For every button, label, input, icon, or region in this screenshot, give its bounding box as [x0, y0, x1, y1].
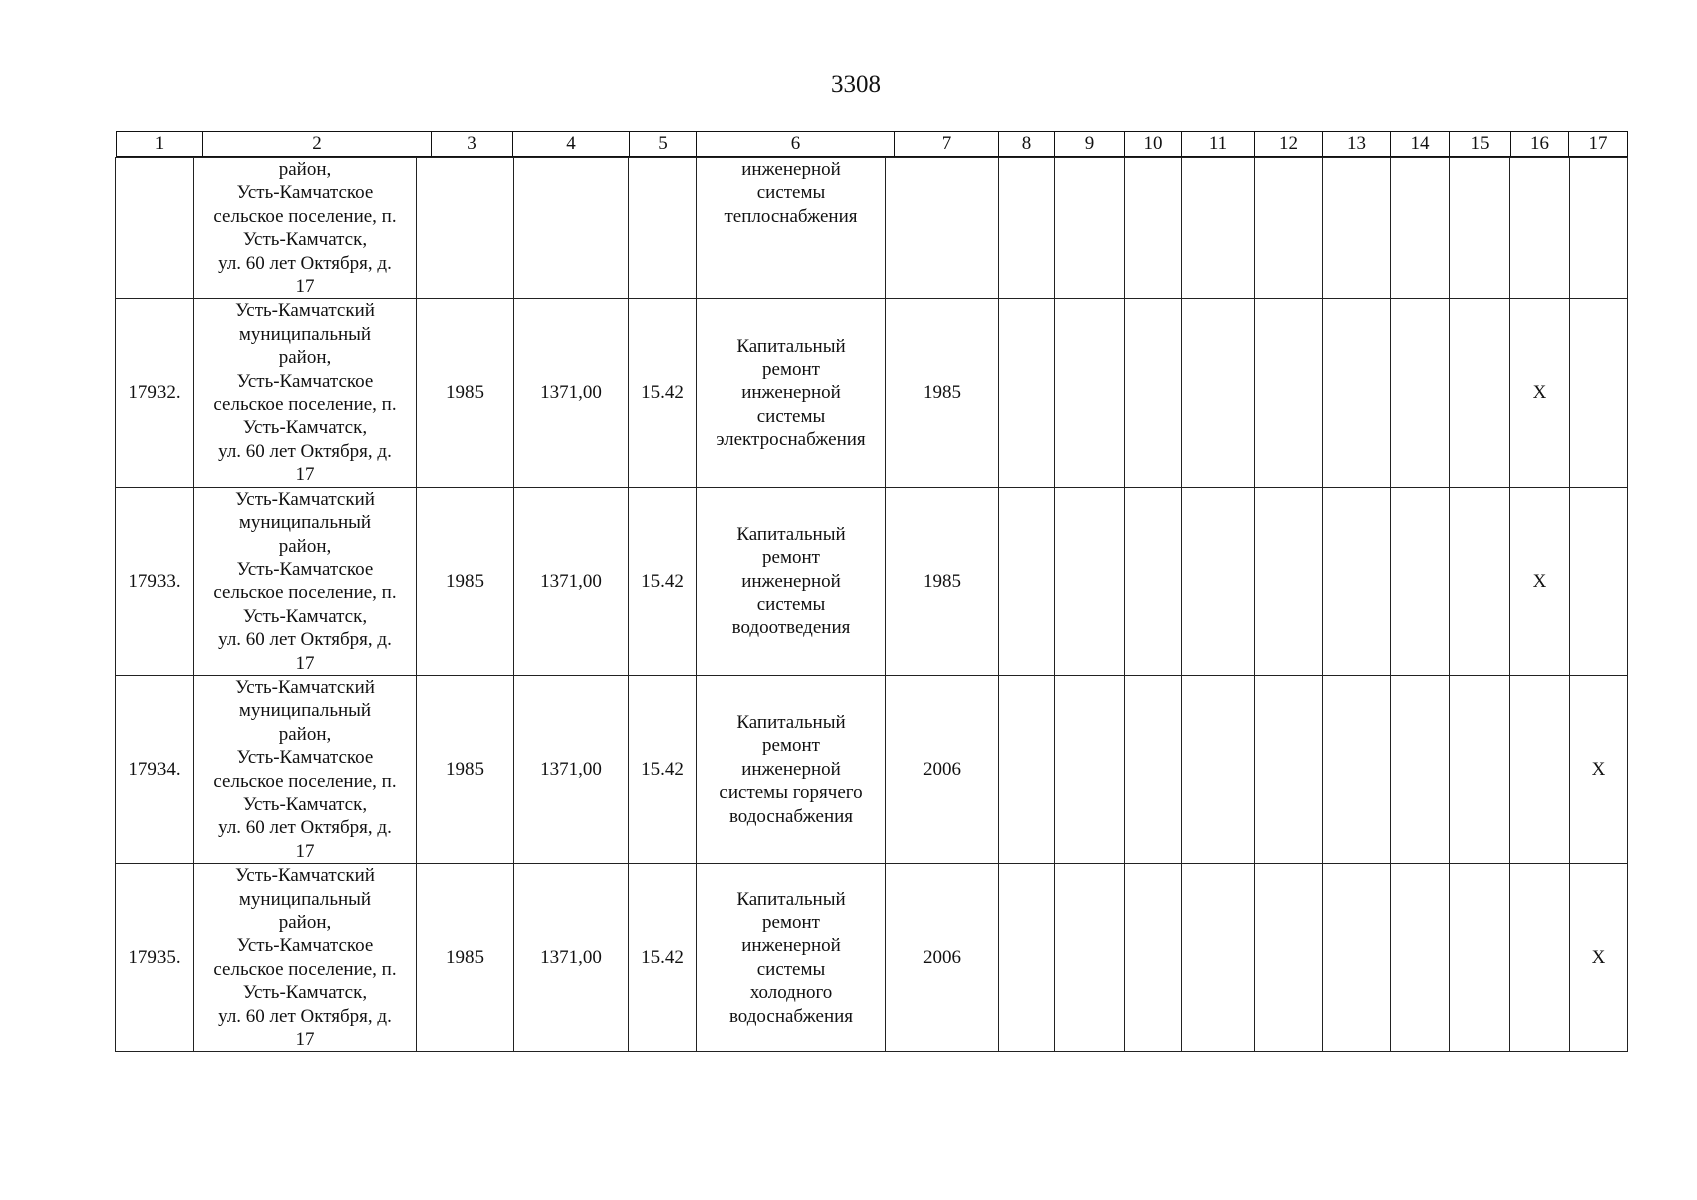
work-line: ремонт	[762, 735, 820, 757]
page-number: 3308	[831, 71, 881, 98]
address-line: район,	[278, 535, 332, 557]
empty-cell	[1055, 675, 1125, 863]
mark-16-cell	[1510, 158, 1570, 299]
work-description-cell	[697, 864, 886, 1052]
empty-cell	[1182, 864, 1255, 1052]
address-line: Усть-Камчатск,	[242, 793, 368, 815]
address-line: Усть-Камчатск,	[242, 229, 368, 251]
work-line: ремонт	[762, 547, 820, 569]
empty-cell	[999, 675, 1055, 863]
empty-cell	[1125, 864, 1182, 1052]
column-header: 2	[203, 132, 432, 157]
mark-17-cell	[1570, 487, 1628, 675]
work-description-cell	[697, 487, 886, 675]
address-line: Усть-Камчатск,	[242, 605, 368, 627]
work-line: системы горячего	[719, 782, 863, 804]
mark-16-cell: X	[1510, 487, 1570, 675]
empty-cell	[999, 158, 1055, 299]
empty-cell	[1391, 158, 1450, 299]
work-line: системы	[756, 594, 826, 616]
mark-17-cell	[1570, 158, 1628, 299]
year-built-cell	[417, 158, 514, 299]
column-header: 5	[630, 132, 697, 157]
empty-cell	[1055, 864, 1125, 1052]
column-header: 10	[1125, 132, 1182, 157]
mark-17-cell: X	[1570, 675, 1628, 863]
address-line: Усть-Камчатское	[236, 182, 374, 204]
work-line: холодного	[749, 982, 833, 1004]
code-cell: 15.42	[629, 487, 697, 675]
empty-cell	[1391, 864, 1450, 1052]
empty-cell	[1255, 487, 1323, 675]
year-repair-cell: 1985	[886, 487, 999, 675]
address-line: район,	[278, 723, 332, 745]
address-line: сельское поселение, п.	[213, 582, 397, 604]
mark-17-cell	[1570, 299, 1628, 487]
empty-cell	[1323, 675, 1391, 863]
address-line: ул. 60 лет Октября, д.	[218, 817, 392, 839]
empty-cell	[1125, 158, 1182, 299]
address-line: Усть-Камчатское	[236, 935, 374, 957]
empty-cell	[1323, 864, 1391, 1052]
area-cell	[514, 158, 629, 299]
column-header: 11	[1182, 132, 1255, 157]
area-cell: 1371,00	[514, 675, 629, 863]
empty-cell	[1323, 487, 1391, 675]
mark-17-cell: X	[1570, 864, 1628, 1052]
address-line: Усть-Камчатский	[235, 488, 375, 510]
address-line: муниципальный	[238, 888, 372, 910]
row-number-cell	[116, 158, 194, 299]
column-header: 4	[513, 132, 630, 157]
address-line: Усть-Камчатский	[235, 865, 375, 887]
header-row	[117, 132, 1628, 157]
table-row	[116, 487, 1628, 675]
column-header: 9	[1055, 132, 1125, 157]
column-header: 12	[1255, 132, 1323, 157]
work-line: водоснабжения	[728, 1005, 854, 1027]
mark-16-cell	[1510, 864, 1570, 1052]
address-line: район,	[278, 347, 332, 369]
year-repair-cell	[886, 158, 999, 299]
address-line: сельское поселение, п.	[213, 770, 397, 792]
table-row	[116, 864, 1628, 1052]
empty-cell	[1255, 864, 1323, 1052]
work-line: ремонт	[762, 912, 820, 933]
year-built-cell: 1985	[417, 675, 514, 863]
address-cell	[194, 675, 417, 863]
area-cell: 1371,00	[514, 299, 629, 487]
work-description-cell	[697, 675, 886, 863]
empty-cell	[999, 487, 1055, 675]
empty-cell	[999, 299, 1055, 487]
column-header: 8	[999, 132, 1055, 157]
empty-cell	[1323, 299, 1391, 487]
work-description-cell	[697, 299, 886, 487]
work-line: Капитальный	[736, 335, 846, 357]
work-line: инженерной	[741, 382, 841, 404]
row-number-cell: 17934.	[116, 675, 194, 863]
column-number-header	[116, 131, 1628, 157]
empty-cell	[1391, 487, 1450, 675]
table-row-continued	[116, 158, 1628, 299]
address-line: Усть-Камчатское	[236, 747, 374, 769]
address-line: 17	[295, 652, 315, 674]
mark-16-cell: X	[1510, 299, 1570, 487]
column-header: 14	[1391, 132, 1450, 157]
year-built-cell: 1985	[417, 487, 514, 675]
address-line: 17	[295, 1029, 315, 1051]
mark-16-cell	[1510, 675, 1570, 863]
empty-cell	[1182, 675, 1255, 863]
work-line: водоснабжения	[728, 805, 854, 827]
year-repair-cell: 2006	[886, 675, 999, 863]
empty-cell	[1391, 675, 1450, 863]
work-line: ремонт	[762, 358, 820, 380]
code-cell: 15.42	[629, 864, 697, 1052]
empty-cell	[1391, 299, 1450, 487]
column-header: 17	[1569, 132, 1628, 157]
column-header: 15	[1450, 132, 1511, 157]
address-cell	[194, 158, 417, 299]
work-line: электроснабжения	[716, 429, 866, 451]
address-line: муниципальный	[238, 700, 372, 722]
empty-cell	[1255, 675, 1323, 863]
work-line: системы	[756, 182, 826, 204]
year-repair-cell: 1985	[886, 299, 999, 487]
empty-cell	[1182, 487, 1255, 675]
empty-cell	[1125, 487, 1182, 675]
work-line: системы	[756, 958, 826, 980]
code-cell	[629, 158, 697, 299]
address-line: район,	[278, 159, 332, 180]
work-description-cell	[697, 158, 886, 299]
column-header: 6	[697, 132, 895, 157]
empty-cell	[1255, 158, 1323, 299]
address-line: муниципальный	[238, 512, 372, 534]
address-line: Усть-Камчатское	[236, 370, 374, 392]
column-header: 7	[895, 132, 999, 157]
empty-cell	[1182, 299, 1255, 487]
table-row	[116, 675, 1628, 863]
code-cell: 15.42	[629, 675, 697, 863]
empty-cell	[999, 864, 1055, 1052]
work-line: инженерной	[741, 758, 841, 780]
empty-cell	[1055, 487, 1125, 675]
address-line: Усть-Камчатский	[235, 676, 375, 698]
year-repair-cell: 2006	[886, 864, 999, 1052]
register-table	[115, 157, 1628, 1052]
empty-cell	[1450, 299, 1510, 487]
empty-cell	[1125, 675, 1182, 863]
year-built-cell: 1985	[417, 864, 514, 1052]
table-row	[116, 299, 1628, 487]
empty-cell	[1255, 299, 1323, 487]
work-line: инженерной	[741, 570, 841, 592]
column-header: 3	[432, 132, 513, 157]
address-line: Усть-Камчатское	[236, 558, 374, 580]
work-line: Капитальный	[736, 523, 846, 545]
work-line: инженерной	[741, 935, 841, 957]
empty-cell	[1450, 675, 1510, 863]
address-cell	[194, 864, 417, 1052]
empty-cell	[1450, 158, 1510, 299]
address-line: сельское поселение, п.	[213, 205, 397, 227]
empty-cell	[1323, 158, 1391, 299]
empty-cell	[1055, 299, 1125, 487]
row-number-cell: 17935.	[116, 864, 194, 1052]
empty-cell	[1055, 158, 1125, 299]
empty-cell	[1450, 487, 1510, 675]
address-line: Усть-Камчатск,	[242, 982, 368, 1004]
row-number-cell: 17933.	[116, 487, 194, 675]
address-line: ул. 60 лет Октября, д.	[218, 252, 392, 274]
work-line: системы	[756, 405, 826, 427]
column-header: 16	[1511, 132, 1569, 157]
work-line: теплоснабжения	[724, 205, 858, 227]
address-cell	[194, 299, 417, 487]
empty-cell	[1450, 864, 1510, 1052]
address-line: ул. 60 лет Октября, д.	[218, 440, 392, 462]
column-header: 13	[1323, 132, 1391, 157]
address-line: Усть-Камчатский	[235, 300, 375, 322]
address-line: 17	[295, 464, 315, 486]
address-line: ул. 60 лет Октября, д.	[218, 1005, 392, 1027]
address-cell	[194, 487, 417, 675]
address-line: муниципальный	[238, 323, 372, 345]
row-number-cell: 17932.	[116, 299, 194, 487]
address-line: 17	[295, 840, 315, 862]
code-cell: 15.42	[629, 299, 697, 487]
work-line: Капитальный	[736, 888, 846, 910]
address-line: ул. 60 лет Октября, д.	[218, 629, 392, 651]
empty-cell	[1182, 158, 1255, 299]
year-built-cell: 1985	[417, 299, 514, 487]
address-line: 17	[295, 276, 315, 298]
address-line: сельское поселение, п.	[213, 958, 397, 980]
address-line: Усть-Камчатск,	[242, 417, 368, 439]
work-line: водоотведения	[731, 617, 851, 639]
work-line: инженерной	[741, 159, 841, 180]
area-cell: 1371,00	[514, 487, 629, 675]
work-line: Капитальный	[736, 712, 846, 734]
area-cell: 1371,00	[514, 864, 629, 1052]
address-line: район,	[278, 912, 332, 933]
address-line: сельское поселение, п.	[213, 394, 397, 416]
empty-cell	[1125, 299, 1182, 487]
column-header: 1	[117, 132, 203, 157]
